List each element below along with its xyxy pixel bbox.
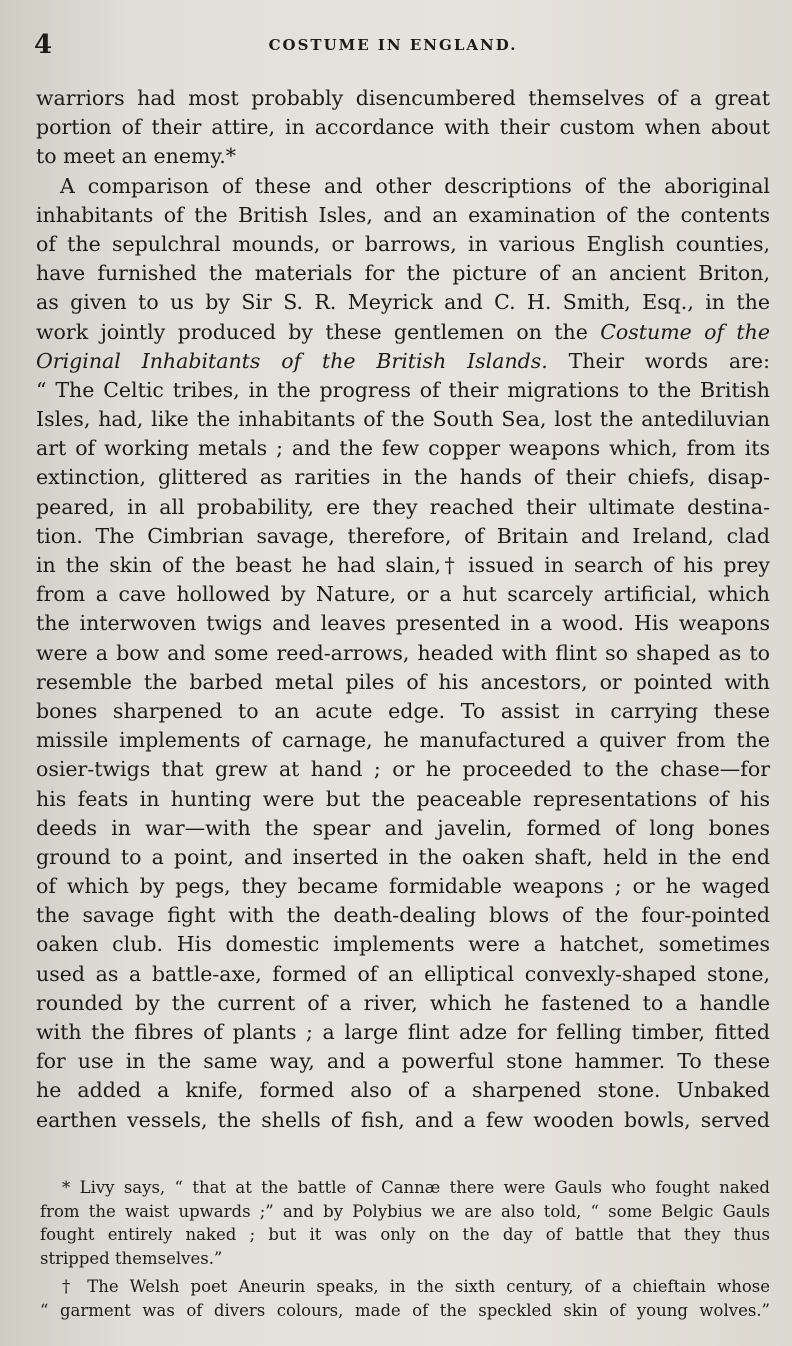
text-line: as given to us by Sir S. R. Meyrick and C. H. Smith, Esq., in the (36, 290, 770, 315)
footnote-line: “ garment was of divers colours, made of the speckled skin of young wolves.” (40, 1300, 770, 1320)
body-text (36, 84, 770, 1135)
text-line: resemble the barbed metal piles of his ancestors, or pointed with (36, 669, 770, 694)
footnote-line: * Livy says, “ that at the battle of Cannæ there were Gauls who fought naked (62, 1178, 770, 1197)
text-line: his feats in hunting were but the peaceable representations of his (36, 786, 770, 811)
text-line: he added a knife, formed also of a sharpened stone. Unbaked (36, 1078, 770, 1103)
text-line: to meet an enemy.* (36, 144, 237, 169)
page-number: 4 (34, 30, 53, 60)
footnote-line: stripped themselves.” (40, 1248, 223, 1268)
text-line: the interwoven twigs and leaves presented in a wood. His weapons (36, 611, 770, 636)
text-line: peared, in all probability, ere they reached their ultimate destina- (36, 494, 770, 519)
text-line: of which by pegs, they became formidable weapons ; or he waged (36, 874, 770, 899)
footnote-line: † The Welsh poet Aneurin speaks, in the sixth century, of a chieftain whose (62, 1277, 770, 1296)
footnote-line: from the waist upwards ;” and by Polybius we are also told, “ some Belgic Gauls (40, 1201, 770, 1221)
text-line: bones sharpened to an acute edge. To assist in carrying these (36, 698, 770, 723)
text-line: “ The Celtic tribes, in the progress of their migrations to the British (36, 377, 770, 402)
text-line: earthen vessels, the shells of fish, and a few wooden bowls, served (36, 1107, 770, 1132)
running-title: COSTUME IN ENGLAND. (268, 36, 518, 54)
text-line: inhabitants of the British Isles, and an examination of the contents (36, 202, 770, 227)
text-line: deeds in war—with the spear and javelin, formed of long bones (36, 815, 770, 840)
text-line: for use in the same way, and a powerful stone hammer. To these (36, 1049, 770, 1074)
text-line: used as a battle-axe, formed of an elliptical convexly-shaped stone, (36, 961, 770, 986)
text-segment: Their words are: (568, 348, 770, 373)
text-line: have furnished the materials for the picture of an ancient Briton, (36, 261, 770, 286)
text-line: the savage fight with the death-dealing blows of the four-pointed (36, 903, 770, 928)
text-line: art of working metals ; and the few copper weapons which, from its (36, 436, 770, 461)
text-line: tion. The Cimbrian savage, therefore, of Britain and Ireland, clad (36, 523, 770, 548)
text-line: Isles, had, like the inhabitants of the South Sea, lost the antediluvian (36, 407, 770, 432)
text-line (36, 347, 770, 376)
text-line: rounded by the current of a river, which he fastened to a handle (36, 990, 770, 1015)
footnote-line: fought entirely naked ; but it was only on the day of battle that they thus (40, 1225, 770, 1244)
text-line: warriors had most probably disencumbered themselves of a great (36, 86, 770, 110)
text-line: ground to a point, and inserted in the oaken shaft, held in the end (36, 844, 770, 869)
text-line: from a cave hollowed by Nature, or a hut scarcely artificial, which (36, 582, 770, 607)
text-line: portion of their attire, in accordance with their custom when about (36, 115, 770, 140)
text-line: with the fibres of plants ; a large flint adze for felling timber, fitted (36, 1020, 770, 1044)
book-title-italic: Original Inhabitants of the British Islands. (36, 348, 548, 373)
text-line (36, 318, 770, 347)
footnotes (40, 1176, 770, 1322)
text-line: extinction, glittered as rarities in the hands of their chiefs, disap- (36, 465, 770, 490)
text-line: of the sepulchral mounds, or barrows, in various English counties, (36, 231, 770, 256)
text-segment: work jointly produced by these gentlemen on the (36, 319, 588, 344)
text-line: were a bow and some reed-arrows, headed with flint so shaped as to (36, 640, 770, 665)
text-line: missile implements of carnage, he manufactured a quiver from the (36, 728, 770, 753)
text-line: in the skin of the beast he had slain,† issued in search of his prey (36, 553, 770, 577)
text-line: A comparison of these and other descriptions of the aboriginal (60, 173, 770, 198)
text-line: osier-twigs that grew at hand ; or he proceeded to the chase—for (36, 757, 770, 782)
text-line: oaken club. His domestic implements were a hatchet, sometimes (36, 932, 770, 957)
book-title-italic: Costume of the (600, 319, 770, 344)
running-head (34, 30, 752, 60)
